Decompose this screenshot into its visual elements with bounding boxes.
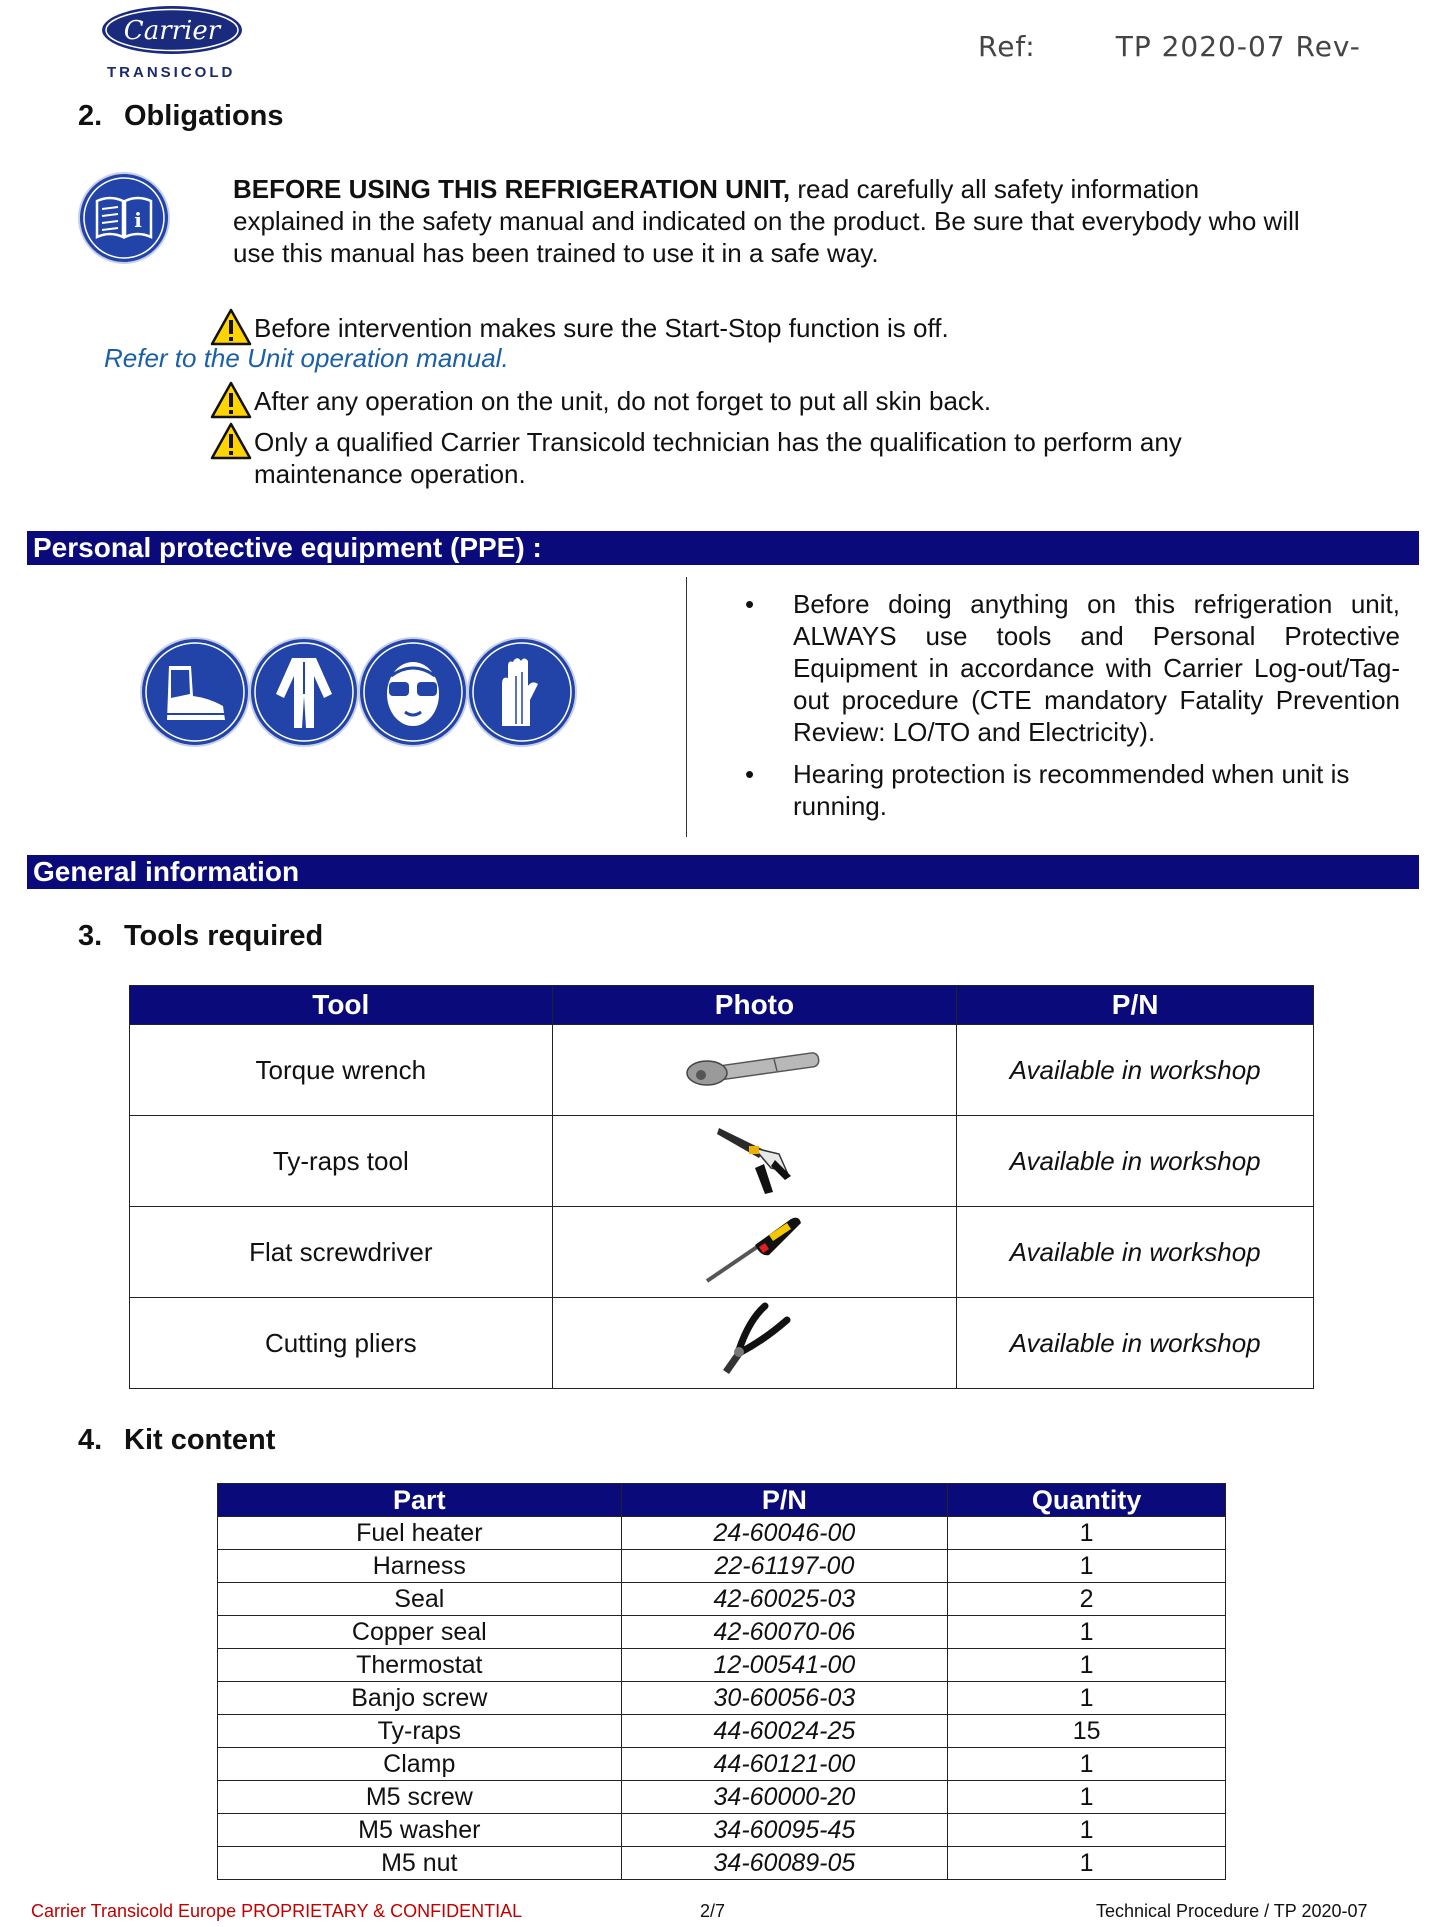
kit-qty: 1: [948, 1649, 1226, 1682]
screwdriver-icon: [699, 1211, 809, 1287]
kit-part: M5 washer: [218, 1814, 622, 1847]
ppe-divider: [686, 577, 687, 837]
read-manual-icon: [77, 171, 171, 265]
kit-qty: 1: [948, 1814, 1226, 1847]
carrier-logo: [100, 4, 244, 56]
warning-1: [210, 312, 949, 346]
ppe-bullet: • Before doing anything on this refrigeration unit, ALWAYS use tools and Personal Protective Equipment in accordance with Carrier Log-out/Tag-out procedure (CTE mandatory Fatality Prevention Review: LO/TO and Electricity).: [745, 589, 1400, 747]
footer-page: 2/7: [700, 1901, 726, 1921]
kit-qty: 1: [948, 1682, 1226, 1715]
kit-qty: 1: [948, 1550, 1226, 1583]
kit-part: Banjo screw: [218, 1682, 622, 1715]
coverall-icon: [248, 636, 360, 748]
tool-name: Torque wrench: [130, 1025, 553, 1116]
kit-part: Clamp: [218, 1748, 622, 1781]
kit-pn: 42-60025-03: [621, 1583, 948, 1616]
tools-header-row: [130, 986, 1314, 1025]
warning-icon: [210, 422, 252, 460]
table-row: [218, 1814, 1226, 1847]
tool-photo: [552, 1025, 957, 1116]
intro-line3: use this manual has been trained to use it in a safe way.: [233, 238, 879, 268]
warning-3: [210, 426, 1182, 490]
kit-pn: 30-60056-03: [621, 1682, 948, 1715]
kit-header-row: [218, 1484, 1226, 1517]
tool-pn: Available in workshop: [957, 1025, 1314, 1116]
table-row: [218, 1748, 1226, 1781]
tool-name: Flat screwdriver: [130, 1207, 553, 1298]
tool-pn: Available in workshop: [957, 1207, 1314, 1298]
kit-header-pn: P/N: [621, 1484, 948, 1517]
ppe-bullets: [745, 588, 1400, 832]
ref-label: Ref:: [978, 30, 1036, 63]
refer-note: Refer to the Unit operation manual.: [104, 343, 509, 373]
tool-photo: [552, 1298, 957, 1389]
table-row: [130, 1025, 1314, 1116]
warning-icon: [210, 308, 252, 346]
kit-pn: 44-60024-25: [621, 1715, 948, 1748]
tool-pn: Available in workshop: [957, 1116, 1314, 1207]
kit-qty: 1: [948, 1781, 1226, 1814]
kit-qty: 1: [948, 1616, 1226, 1649]
kit-part: Copper seal: [218, 1616, 622, 1649]
svg-text:i: i: [134, 208, 142, 232]
kit-part: M5 nut: [218, 1847, 622, 1880]
kit-qty: 1: [948, 1847, 1226, 1880]
tools-header-photo: Photo: [552, 986, 957, 1025]
kit-pn: 44-60121-00: [621, 1748, 948, 1781]
kit-pn: 34-60089-05: [621, 1847, 948, 1880]
kit-header-qty: Quantity: [948, 1484, 1226, 1517]
kit-qty: 15: [948, 1715, 1226, 1748]
obligations-intro: [233, 173, 1413, 269]
kit-title: Kit content: [124, 1424, 276, 1456]
tools-heading: [78, 920, 323, 953]
logo-sub: TRANSICOLD: [107, 64, 236, 81]
boot-icon: [139, 636, 251, 748]
obligations-heading: [78, 100, 284, 133]
obligations-number: 2.: [78, 100, 103, 132]
tools-title: Tools required: [124, 920, 324, 952]
torque-wrench-icon: [679, 1037, 829, 1097]
gloves-icon: [466, 636, 578, 748]
intro-line2: explained in the safety manual and indicated on the product. Be sure that everybody who will: [233, 206, 1300, 236]
kit-number: 4.: [78, 1424, 103, 1456]
goggles-icon: [357, 636, 469, 748]
tool-photo: [552, 1207, 957, 1298]
warning-2: [210, 385, 991, 419]
footer-left: Carrier Transicold Europe PROPRIETARY & CONFIDENTIAL: [31, 1901, 523, 1921]
table-row: [218, 1682, 1226, 1715]
kit-part: Ty-raps: [218, 1715, 622, 1748]
table-row: [218, 1715, 1226, 1748]
kit-pn: 22-61197-00: [621, 1550, 948, 1583]
table-row: [218, 1583, 1226, 1616]
table-row: [218, 1517, 1226, 1550]
kit-table: [217, 1483, 1226, 1880]
kit-pn: 34-60095-45: [621, 1814, 948, 1847]
table-row: [218, 1616, 1226, 1649]
tools-header-tool: Tool: [130, 986, 553, 1025]
kit-part: M5 screw: [218, 1781, 622, 1814]
footer-right: Technical Procedure / TP 2020-07: [1096, 1901, 1368, 1921]
kit-pn: 34-60000-20: [621, 1781, 948, 1814]
kit-part: Fuel heater: [218, 1517, 622, 1550]
logo-brand: Carrier: [123, 16, 221, 46]
kit-pn: 42-60070-06: [621, 1616, 948, 1649]
warning-3-text-line2: maintenance operation.: [254, 459, 526, 489]
tool-name: Cutting pliers: [130, 1298, 553, 1389]
kit-part: Seal: [218, 1583, 622, 1616]
kit-heading: [78, 1424, 275, 1457]
table-row: [218, 1781, 1226, 1814]
warning-icon: [210, 381, 252, 419]
kit-pn: 24-60046-00: [621, 1517, 948, 1550]
ppe-band: Personal protective equipment (PPE) :: [27, 531, 1419, 565]
table-row: [218, 1550, 1226, 1583]
tool-name: Ty-raps tool: [130, 1116, 553, 1207]
ref-value: TP 2020-07 Rev-: [1115, 30, 1361, 63]
kit-part: Harness: [218, 1550, 622, 1583]
warning-1-text: Before intervention makes sure the Start-Stop function is off.: [254, 313, 949, 343]
kit-header-part: Part: [218, 1484, 622, 1517]
kit-qty: 2: [948, 1583, 1226, 1616]
kit-pn: 12-00541-00: [621, 1649, 948, 1682]
tyraps-tool-icon: [709, 1120, 799, 1196]
obligations-title: Obligations: [124, 100, 284, 132]
ref-line: [978, 30, 1361, 63]
table-row: [218, 1649, 1226, 1682]
table-row: [130, 1298, 1314, 1389]
kit-part: Thermostat: [218, 1649, 622, 1682]
tool-pn: Available in workshop: [957, 1298, 1314, 1389]
pliers-icon: [709, 1300, 799, 1380]
intro-bold: BEFORE USING THIS REFRIGERATION UNIT,: [233, 174, 791, 204]
warning-3-text-line1: Only a qualified Carrier Transicold technician has the qualification to perform any: [254, 427, 1182, 457]
tools-header-pn: P/N: [957, 986, 1314, 1025]
tool-photo: [552, 1116, 957, 1207]
intro-rest: read carefully all safety information: [790, 174, 1200, 204]
general-band: General information: [27, 855, 1419, 889]
ppe-bullet: • Hearing protection is recommended when unit is running.: [745, 759, 1350, 821]
kit-qty: 1: [948, 1517, 1226, 1550]
table-row: [218, 1847, 1226, 1880]
ppe-bullet-1-text: Before doing anything on this refrigeration unit, ALWAYS use tools and Personal Protective Equipment in accordance with Carrier Log-out/Tag-out procedure (CTE mandatory Fatality Prevention Review: LO/TO and Electricity).: [793, 589, 1400, 747]
table-row: [130, 1116, 1314, 1207]
table-row: [130, 1207, 1314, 1298]
tools-table: [129, 985, 1314, 1389]
kit-qty: 1: [948, 1748, 1226, 1781]
ppe-bullet-2-text: Hearing protection is recommended when unit is running.: [793, 759, 1350, 821]
warning-2-text: After any operation on the unit, do not forget to put all skin back.: [254, 386, 992, 416]
tools-number: 3.: [78, 920, 103, 952]
